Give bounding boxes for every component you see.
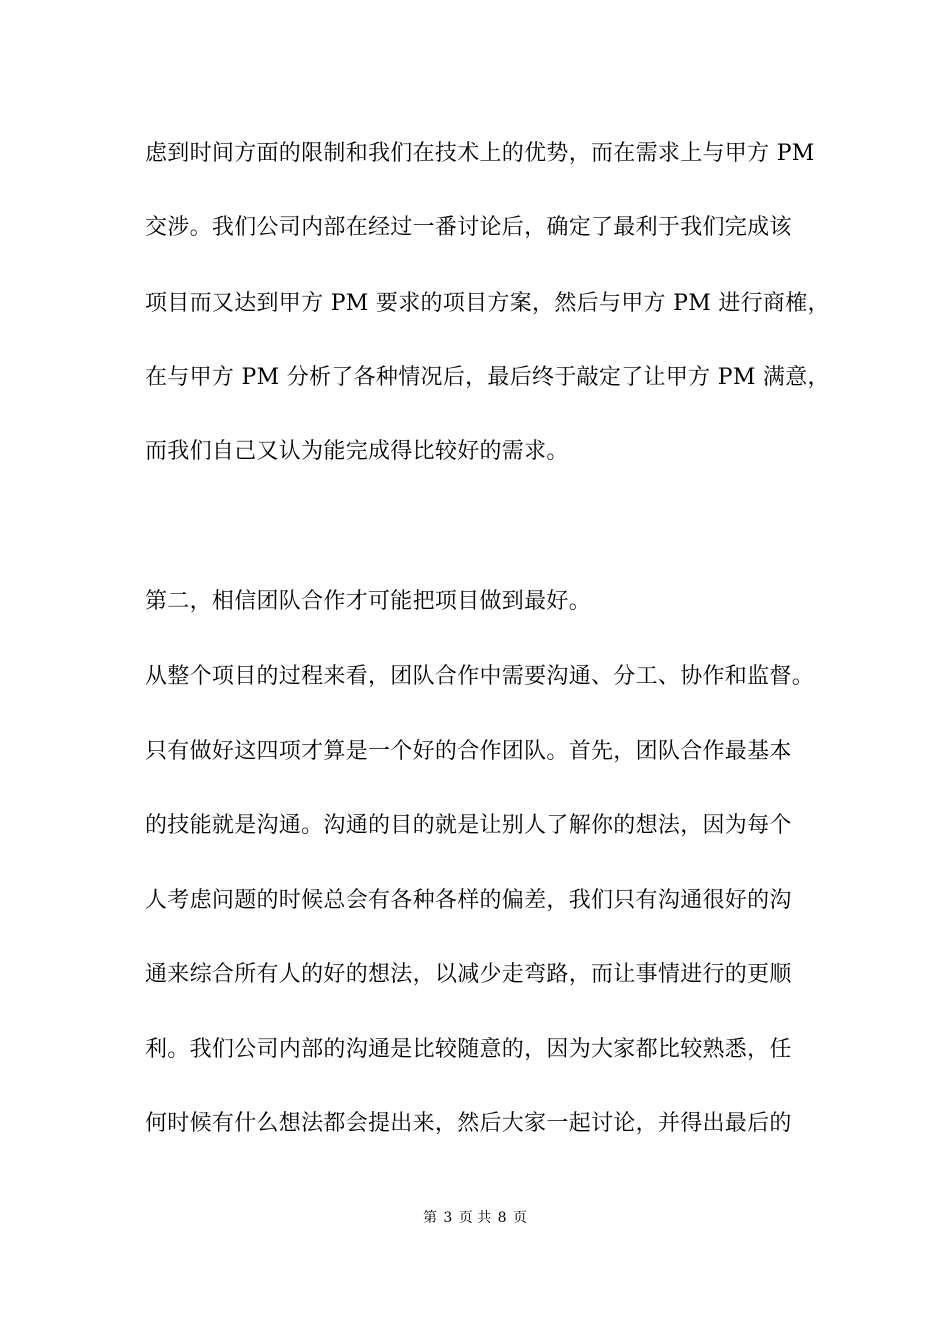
paragraph-1-line-5: 而我们自己又认为能完成得比较好的需求。	[145, 439, 569, 464]
paragraph-2-line-6: 利。我们公司内部的沟通是比较随意的，因为大家都比较熟悉，任	[145, 1037, 792, 1062]
paragraph-2-line-7: 何时候有什么想法都会提出来，然后大家一起讨论，并得出最后的	[145, 1111, 792, 1136]
paragraph-1-line-3: 项目而又达到甲方 PM 要求的项目方案，然后与甲方 PM 进行商榷，	[145, 291, 830, 316]
paragraph-1-line-2: 交涉。我们公司内部在经过一番讨论后，确定了最利于我们完成该	[145, 215, 792, 240]
total-page-count: 8	[497, 1210, 507, 1226]
footer-middle: 页 共	[458, 1210, 492, 1226]
current-page-number: 3	[443, 1210, 453, 1226]
paragraph-2-line-3: 的技能就是沟通。沟通的目的就是让别人了解你的想法，因为每个	[145, 813, 792, 838]
footer-prefix: 第	[422, 1210, 437, 1226]
page-footer	[0, 1209, 950, 1227]
paragraph-1-line-4: 在与甲方 PM 分析了各种情况后，最后终于敲定了让甲方 PM 满意，	[145, 365, 830, 390]
paragraph-2-line-2: 只有做好这四项才算是一个好的合作团队。首先，团队合作最基本	[145, 739, 792, 764]
footer-suffix: 页	[513, 1210, 528, 1226]
paragraph-2-line-5: 通来综合所有人的好的想法，以减少走弯路，而让事情进行的更顺	[145, 962, 792, 987]
paragraph-1-line-1: 虑到时间方面的限制和我们在技术上的优势，而在需求上与甲方 PM	[145, 141, 815, 166]
paragraph-2-line-1: 从整个项目的过程来看，团队合作中需要沟通、分工、协作和监督。	[145, 664, 815, 689]
section-heading: 第二，相信团队合作才可能把项目做到最好。	[145, 589, 592, 614]
paragraph-2-line-4: 人考虑问题的时候总会有各种各样的偏差，我们只有沟通很好的沟	[145, 888, 792, 913]
